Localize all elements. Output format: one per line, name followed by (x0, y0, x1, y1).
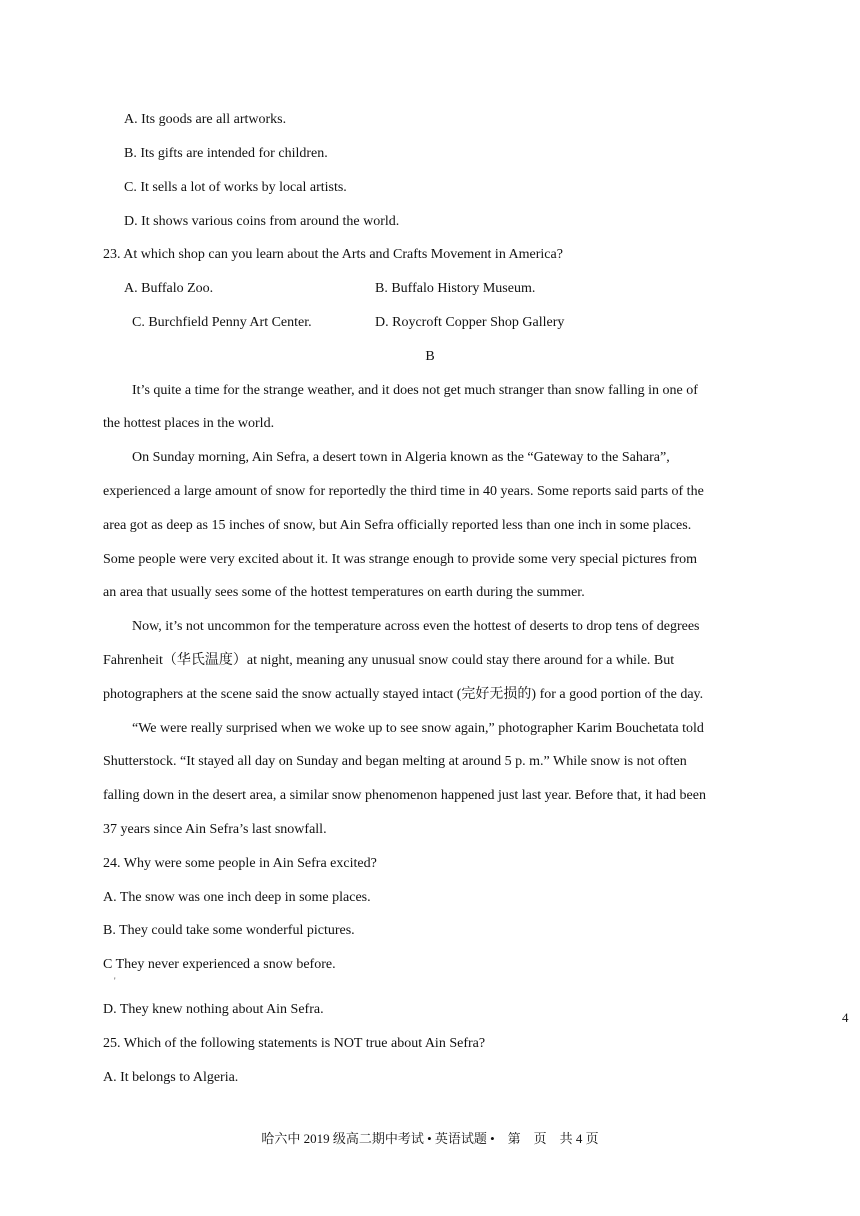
passage-line: Now, it’s not uncommon for the temperature across even the hottest of deserts to drop tens of degrees (132, 619, 700, 634)
passage-line: Fahrenheit（华氏温度）at night, meaning any unusual snow could stay there around for a while. But (103, 653, 675, 668)
q25-option-a: A. It belongs to Algeria. (103, 1070, 239, 1085)
passage-line: It’s quite a time for the strange weather, and it does not get much stranger than snow falling in one of (132, 383, 698, 398)
q25-question: 25. Which of the following statements is NOT true about Ain Sefra? (103, 1036, 486, 1051)
q23-question: 23. At which shop can you learn about the Arts and Crafts Movement in America? (103, 247, 563, 262)
page-footer: 哈六中 2019 级高二期中考试 • 英语试题 • 第 页 共 4 页 (261, 1131, 599, 1146)
passage-line: falling down in the desert area, a similar snow phenomenon happened just last year. Before that, it had been (103, 788, 706, 803)
page-number: 4 (842, 1010, 849, 1025)
q22-option-a: A. Its goods are all artworks. (124, 112, 287, 127)
q22-option-c: C. It sells a lot of works by local artists. (124, 180, 347, 195)
stray-mark: ' (114, 976, 116, 986)
q24-option-a: A. The snow was one inch deep in some places. (103, 890, 371, 905)
q22-option-d: D. It shows various coins from around the world. (124, 214, 400, 229)
passage-line: Shutterstock. “It stayed all day on Sunday and began melting at around 5 p. m.” While snow is not often (103, 754, 687, 769)
passage-line: 37 years since Ain Sefra’s last snowfall. (103, 822, 327, 837)
passage-line: On Sunday morning, Ain Sefra, a desert town in Algeria known as the “Gateway to the Sahara”, (132, 450, 670, 465)
passage-line: an area that usually sees some of the hottest temperatures on earth during the summer. (103, 585, 585, 600)
q23-option-a: A. Buffalo Zoo. (124, 281, 214, 296)
passage-line: the hottest places in the world. (103, 416, 275, 431)
q24-option-b: B. They could take some wonderful pictures. (103, 923, 355, 938)
passage-line: area got as deep as 15 inches of snow, but Ain Sefra officially reported less than one inch in some places. (103, 518, 692, 533)
q23-option-c: C. Burchfield Penny Art Center. (132, 315, 312, 330)
passage-line: photographers at the scene said the snow actually stayed intact (完好无损的) for a good portion of the day. (103, 687, 704, 702)
q23-option-d: D. Roycroft Copper Shop Gallery (375, 315, 565, 330)
q22-option-b: B. Its gifts are intended for children. (124, 146, 328, 161)
q24-question: 24. Why were some people in Ain Sefra excited? (103, 856, 377, 871)
q23-option-b: B. Buffalo History Museum. (375, 281, 536, 296)
passage-line: experienced a large amount of snow for reportedly the third time in 40 years. Some reports said parts of the (103, 484, 704, 499)
passage-line: Some people were very excited about it. It was strange enough to provide some very special pictures from (103, 552, 698, 567)
q24-option-c: C They never experienced a snow before. (103, 957, 336, 972)
passage-line: “We were really surprised when we woke up to see snow again,” photographer Karim Bouchetata told (132, 721, 704, 736)
passage-heading: B (425, 349, 435, 364)
q24-option-d: D. They knew nothing about Ain Sefra. (103, 1002, 324, 1017)
